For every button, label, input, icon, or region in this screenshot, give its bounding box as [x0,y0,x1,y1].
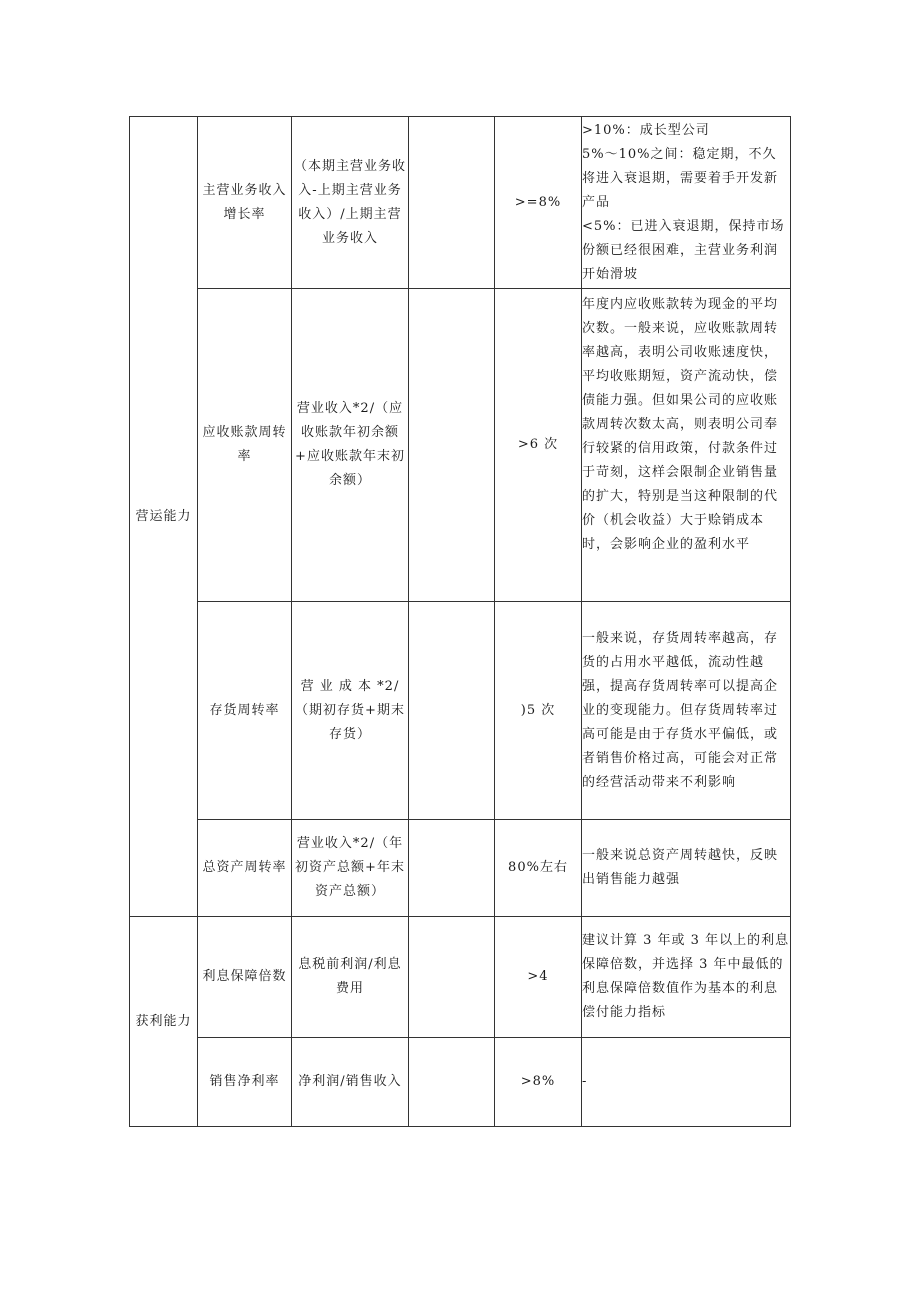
formula-text: 净利润/销售收入 [298,1074,402,1089]
empty-cell [409,917,495,1038]
empty-cell [409,602,495,820]
category-cell-operating [130,117,198,917]
formula-cell [292,602,409,820]
description-cell [582,602,791,820]
metric-name-cell [198,289,292,602]
category-label: 获利能力 [135,1013,192,1029]
description-line: - [582,1074,588,1089]
formula-text: （本期主营业务收入-上期主营业务收入）/上期主营业务收入 [293,158,406,246]
table-row [130,917,791,1038]
standard-cell [495,917,582,1038]
standard-value: >4 [527,969,549,984]
formula-cell [292,289,409,602]
formula-text: 息税前利润/利息费用 [298,957,402,996]
formula-text: 营业收入*2/（应收账款年初余额+应收账款年末初余额） [295,401,405,488]
description-line: 一般来说，存货周转率越高，存货的占用水平越低，流动性越强，提高存货周转率可以提高企业的变现能力。但存货周转率过高可能是由于存货水平偏低，或者销售价格过高，可能会对正常的经营活动带来不利影响 [582,630,779,790]
description-line: >10%：成长型公司 [582,122,710,138]
formula-text: 营 业 成 本 *2/（期初存货+期末存货） [295,678,405,742]
formula-cell [292,917,409,1038]
description-line: 建议计算 3 年或 3 年以上的利息保障倍数，并选择 3 年中最低的利息保障倍数值作为基本的利息偿付能力指标 [582,933,790,1020]
metric-name-cell [198,117,292,289]
description-cell [582,289,791,602]
formula-text: 营业收入*2/（年初资产总额+年末资产总额） [295,836,405,899]
standard-value: )5 次 [520,702,556,718]
metric-name: 存货周转率 [209,702,280,718]
standard-cell [495,602,582,820]
standard-cell [495,289,582,602]
empty-cell [409,117,495,289]
standard-value: 80%左右 [508,860,568,875]
category-cell-profit [130,917,198,1127]
description-line: <5%：已进入衰退期，保持市场份额已经很困难，主营业务利润开始滑坡 [582,218,785,282]
metric-name: 应收账款周转率 [202,425,287,464]
empty-cell [409,1038,495,1127]
description-cell [582,1038,791,1127]
table-row [130,1038,791,1127]
metric-name-cell [198,602,292,820]
standard-value: >8% [520,1074,556,1089]
description-line: 5%～10%之间：稳定期，不久将进入衰退期，需要着手开发新产品 [582,146,779,210]
standard-cell [495,1038,582,1127]
formula-cell [292,117,409,289]
category-label: 营运能力 [135,508,192,524]
standard-cell [495,820,582,917]
empty-cell [409,289,495,602]
formula-cell [292,1038,409,1127]
metric-name: 销售净利率 [209,1074,280,1089]
table-row [130,820,791,917]
metric-name-cell [198,820,292,917]
standard-value: >6 次 [517,437,559,452]
empty-cell [409,820,495,917]
description-cell [582,917,791,1038]
table-row [130,602,791,820]
metric-name: 总资产周转率 [202,860,287,875]
description-cell [582,117,791,289]
metric-name: 利息保障倍数 [202,969,287,984]
standard-cell [495,117,582,289]
description-line: 一般来说总资产周转越快，反映出销售能力越强 [582,848,779,887]
formula-cell [292,820,409,917]
metric-name: 主营业务收入增长率 [202,182,287,222]
financial-ratio-table [129,116,791,1127]
description-cell [582,820,791,917]
metric-name-cell [198,1038,292,1127]
description-line: 年度内应收账款转为现金的平均次数。一般来说，应收账款周转率越高，表明公司收账速度快，平均收账期短，资产流动快，偿债能力强。但如果公司的应收账款周转次数太高，则表明公司奉行较紧的信用政策，付款条件过于苛刻，这样会限制企业销售量的扩大，特别是当这种限制的代价（机会收益）大于赊销成本时，会影响企业的盈利水平 [582,297,779,552]
table-row [130,289,791,602]
standard-value: >=8% [514,194,562,210]
table-row [130,117,791,289]
metric-name-cell [198,917,292,1038]
